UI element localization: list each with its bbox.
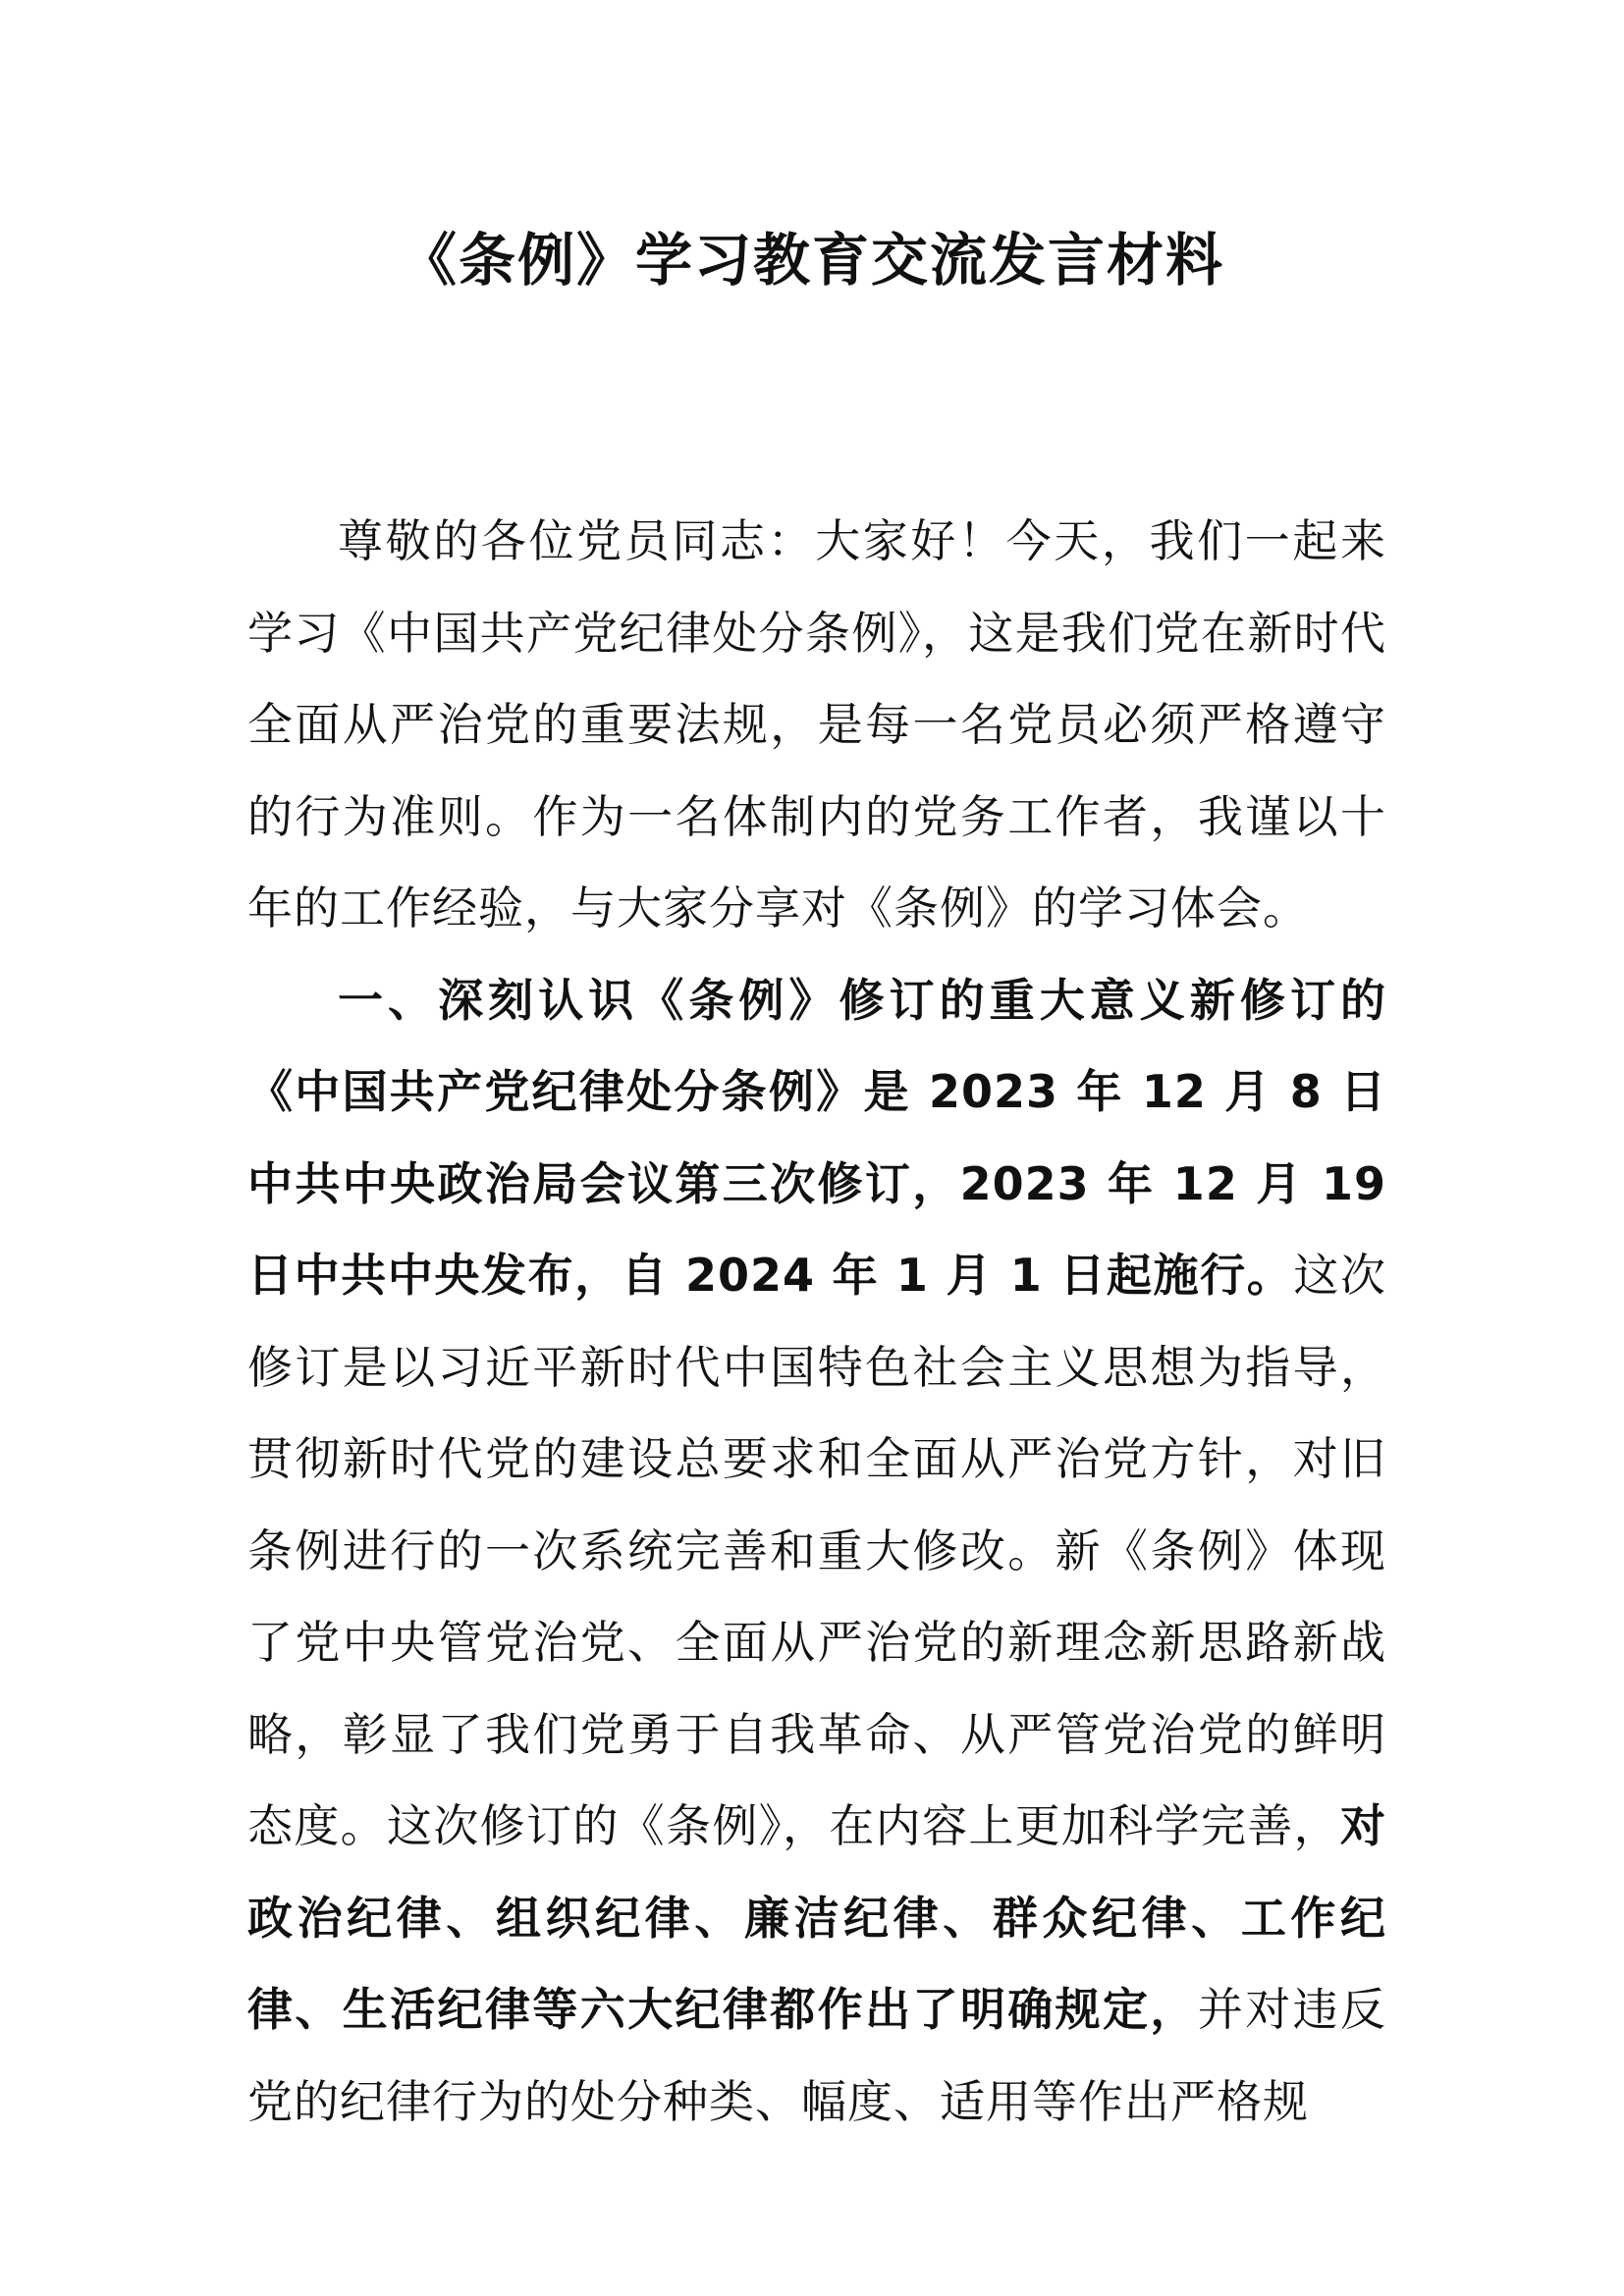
paragraph-text: 尊敬的各位党员同志：大家好！今天，我们一起来学习《中国共产党纪律处分条例》，这是我们党在新时代全面从严治党的重要法规，是每一名党员必须严格遵守的行为准则。作为一名体制内的党务工作者，我谨以十年的工作经验，与大家分享对《条例》的学习体会。: [247, 514, 1386, 934]
six-disciplines-bold: 对政治纪律、组织纪律、廉洁纪律、群众纪律、工作纪律、生活纪律等六大纪律都作出了明确规定，: [247, 1799, 1386, 2036]
paragraph-text: 并对违反党的纪律行为的处分种类、幅度、适用等作出严格规: [247, 1983, 1387, 2128]
document-body: [247, 496, 1386, 2148]
document-title: 《条例》学习教育交流发言材料: [399, 227, 1224, 294]
paragraph-section-one: [247, 955, 1386, 2149]
section-heading-bold: 一、深刻认识《条例》修订的重大意义新修订的《中国共产党纪律处分条例》是 2023 年 12 月 8 日中共中央政治局会议第三次修订，2023 年 12 月 19 日中共中央发布，自 2024 年 1 月 1 日起施行。: [247, 973, 1386, 1302]
paragraph-text: 这次修订是以习近平新时代中国特色社会主义思想为指导，贯彻新时代党的建设总要求和全面从严治党方针，对旧条例进行的一次系统完善和重大修改。新《条例》体现了党中央管党治党、全面从严治党的新理念新思路新战略，彰显了我们党勇于自我革命、从严管党治党的鲜明态度。这次修订的《条例》，在内容上更加科学完善，: [247, 1249, 1386, 1852]
paragraph-greeting: [247, 496, 1386, 955]
